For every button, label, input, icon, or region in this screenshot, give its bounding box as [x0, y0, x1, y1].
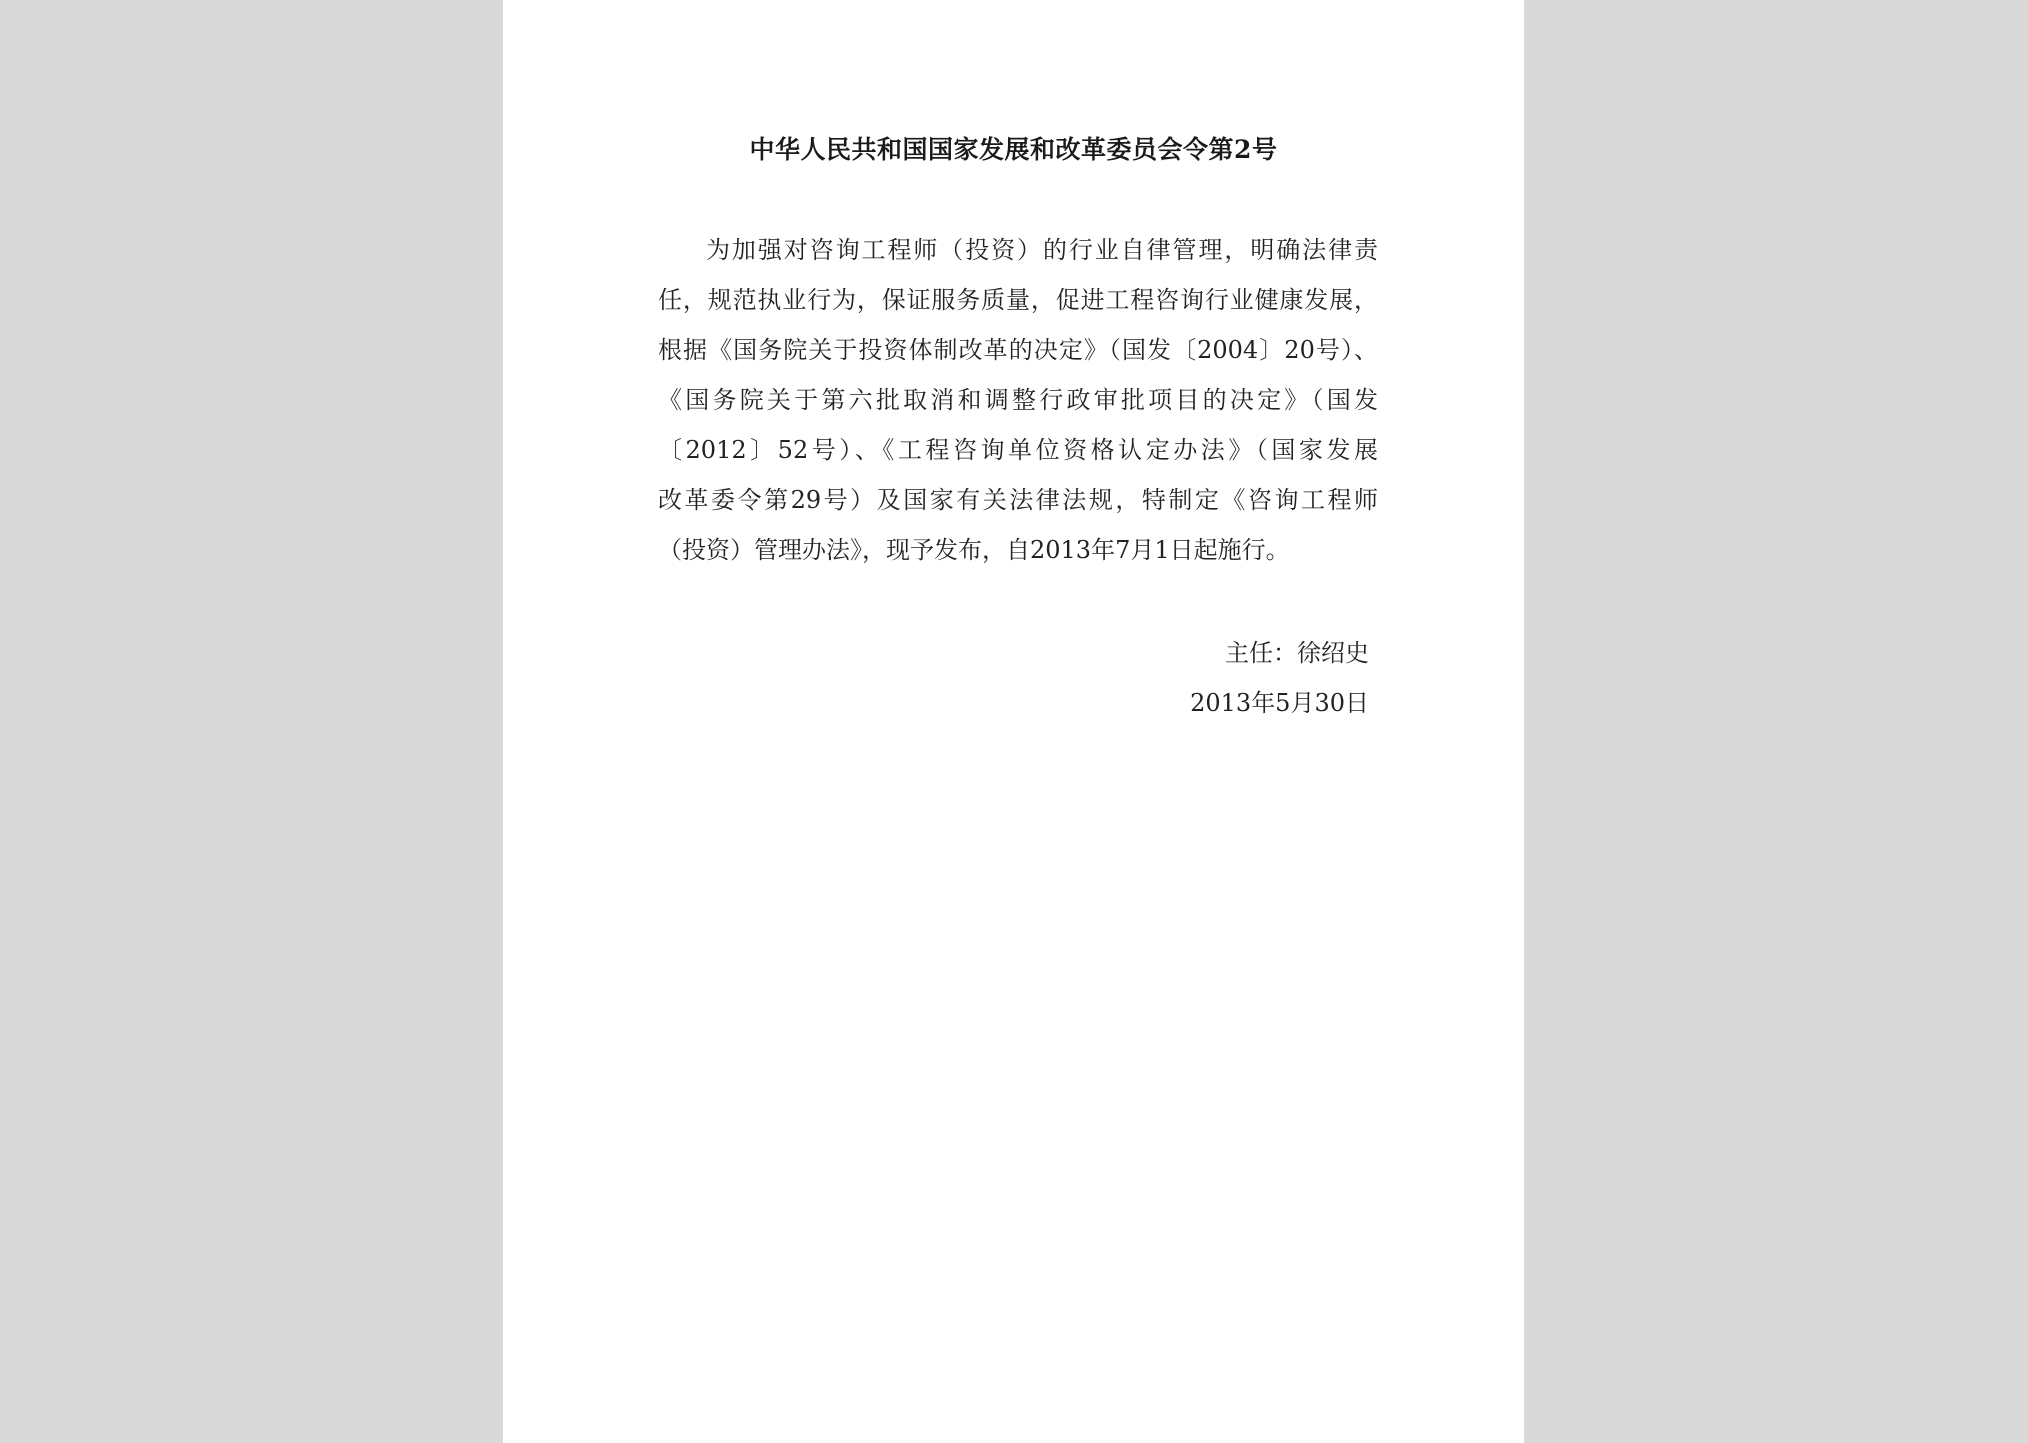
body-line: （投资）管理办法》，现予发布，自2013年7月1日起施行。	[658, 536, 1290, 564]
body-line: 根据《国务院关于投资体制改革的决定》（国发〔2004〕20号）、	[658, 336, 1378, 364]
body-line: 任，规范执业行为，保证服务质量，促进工程咨询行业健康发展，	[658, 286, 1378, 314]
body-line: 〔2012〕52号）、《工程咨询单位资格认定办法》（国家发展	[658, 436, 1378, 464]
signatory: 主任：徐绍史	[1225, 639, 1369, 667]
body-line: 为加强对咨询工程师（投资）的行业自律管理，明确法律责	[706, 236, 1378, 264]
body-line: 《国务院关于第六批取消和调整行政审批项目的决定》（国发	[658, 386, 1378, 414]
body-line: 改革委令第29号）及国家有关法律法规，特制定《咨询工程师	[658, 486, 1378, 514]
document-body	[658, 225, 1378, 575]
document-date: 2013年5月30日	[1190, 689, 1369, 717]
document-page	[503, 0, 1524, 1443]
document-title: 中华人民共和国国家发展和改革委员会令第2号	[749, 135, 1278, 164]
